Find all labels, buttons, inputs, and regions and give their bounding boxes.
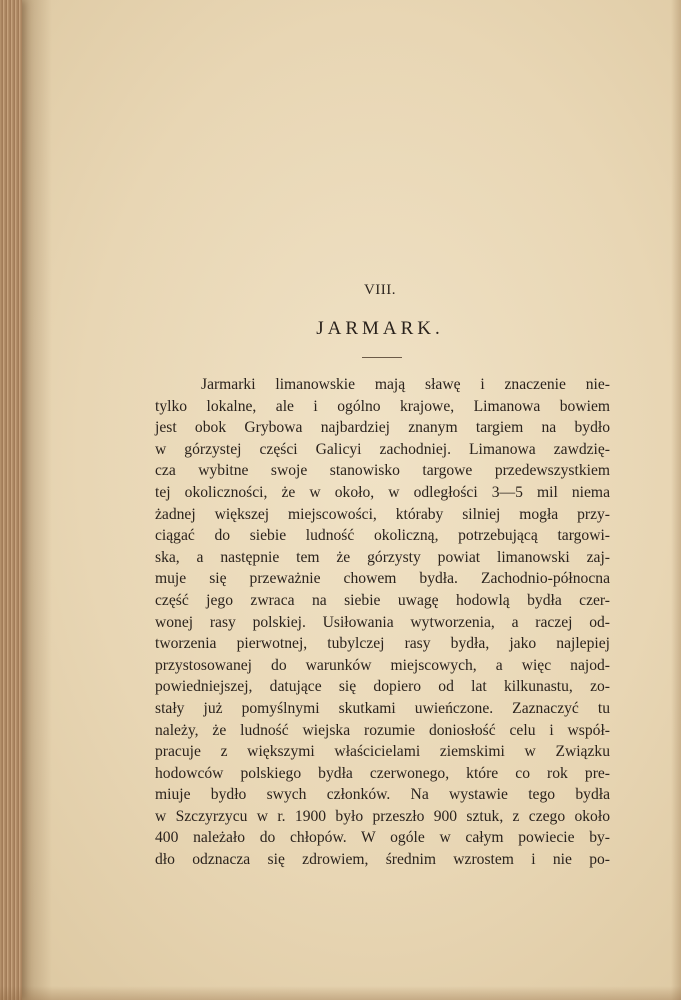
text-line: w górzystej części Galicyi zachodniej. Limanowa zawdzię- bbox=[155, 440, 610, 458]
text-line: część jego zwraca na siebie uwagę hodowlą bydła czer- bbox=[155, 591, 610, 609]
text-line: stały już pomyślnymi skutkami uwieńczone. Zaznaczyć tu bbox=[155, 699, 610, 717]
text-line: należy, że ludność wiejska rozumie doniosłość celu i współ- bbox=[155, 721, 610, 739]
text-line: jest obok Grybowa najbardziej znanym targiem na bydło bbox=[155, 419, 610, 437]
chapter-number: VIII. bbox=[363, 282, 397, 298]
text-line: hodowców polskiego bydła czerwonego, które co rok pre- bbox=[155, 764, 610, 782]
text-line: miuje bydło swych członków. Na wystawie tego bydła bbox=[155, 786, 610, 804]
text-line: wonej rasy polskiej. Usiłowania wytworzenia, a raczej od- bbox=[155, 613, 610, 631]
text-line: tylko lokalne, ale i ogólno krajowe, Limanowa bowiem bbox=[155, 397, 610, 415]
text-line: powiedniejszej, datujące się dopiero od lat kilkunastu, zo- bbox=[155, 678, 610, 696]
text-line: 400 należało do chłopów. W ogóle w całym powiecie by- bbox=[155, 829, 610, 847]
text-line: Jarmarki limanowskie mają sławę i znaczenie nie- bbox=[201, 376, 610, 393]
body-paragraph bbox=[155, 374, 610, 871]
title-divider bbox=[362, 357, 402, 358]
text-line: tworzenia pierwotnej, tubylczej rasy bydła, jako najlepiej bbox=[155, 635, 610, 653]
text-line: dło odznacza się zdrowiem, średnim wzrostem i nie po- bbox=[155, 851, 610, 869]
text-line: tej okoliczności, że w około, w odległości 3—5 mil niema bbox=[155, 483, 610, 501]
text-line: ciągać do siebie ludność okoliczną, potrzebującą targowi- bbox=[155, 527, 610, 545]
page-right-edge bbox=[671, 0, 681, 1000]
gutter-shadow bbox=[22, 0, 52, 1000]
book-binding-edge bbox=[0, 0, 22, 1000]
text-line: przystosowanej do warunków miejscowych, a więc najod- bbox=[155, 656, 610, 674]
text-line: w Szczyrzycu w r. 1900 było przeszło 900 sztuk, z czego około bbox=[155, 807, 610, 825]
text-line: pracuje z większymi właścicielami ziemskimi w Związku bbox=[155, 743, 610, 761]
text-line: cza wybitne swoje stanowisko targowe przedewszystkiem bbox=[155, 462, 610, 480]
chapter-title: JARMARK. bbox=[316, 318, 444, 339]
text-line: żadnej większej miejscowości, któraby silniej mogła przy- bbox=[155, 505, 610, 523]
text-line: ska, a następnie tem że górzysty powiat limanowski zaj- bbox=[155, 548, 610, 566]
text-line: muje się przeważnie chowem bydła. Zachodnio-północna bbox=[155, 570, 610, 588]
page-bottom-edge bbox=[0, 986, 681, 1000]
